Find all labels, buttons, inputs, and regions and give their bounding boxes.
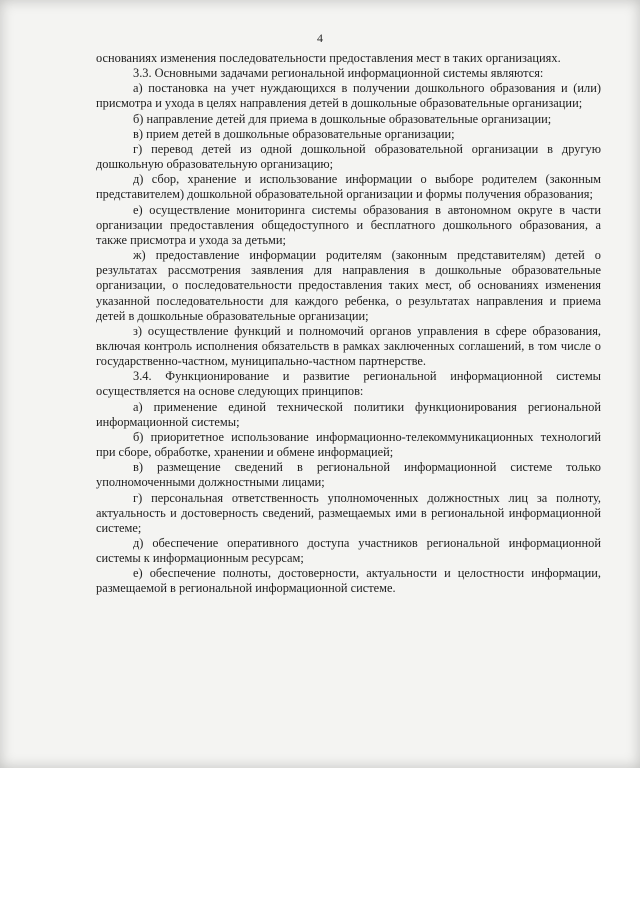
paragraph-task-g: г) перевод детей из одной дошкольной образовательной организации в другую дошкольную образовательную организацию;: [96, 141, 601, 172]
blank-area: [0, 768, 640, 905]
paragraph-section-3-4: 3.4. Функционирование и развитие региональной информационной системы осуществляется на основе следующих принципов:: [96, 369, 601, 399]
page-number: 4: [317, 31, 323, 45]
paragraph-continuation: основаниях изменения последовательности предоставления мест в таких организациях.: [96, 51, 561, 65]
paragraph-principle-g: г) персональная ответственность уполномоченных должностных лиц за полноту, актуальность и достоверность сведений, размещаемых ими в региональной информационной системе;: [96, 490, 601, 535]
paragraph-principle-d: д) обеспечение оперативного доступа участников региональной информационной системы к информационным ресурсам;: [96, 536, 601, 566]
paragraph-principle-b: б) приоритетное использование информационно-телекоммуникационных технологий при сборе, обработке, хранении и обмене информацией;: [96, 429, 601, 460]
paragraph-task-b: б) направление детей для приема в дошкольные образовательные организации;: [133, 111, 552, 126]
paragraph-task-zh: ж) предоставление информации родителям (законным представителям) детей о результатах рассмотрения заявления для направления в дошкольные образовательные организации, о последовательности предоставления таких мест, об основаниях изменения указанной последовательности для каждого ребенка, о результатах направления и приема детей в дошкольные образовательные организации;: [96, 248, 601, 323]
paragraph-task-v: в) прием детей в дошкольные образовательные организации;: [133, 126, 455, 141]
paragraph-section-3-3: 3.3. Основными задачами региональной информационной системы являются:: [133, 66, 544, 81]
paragraph-principle-v: в) размещение сведений в региональной информационной системе только уполномоченными должностными лицами;: [96, 460, 601, 490]
paragraph-principle-a: а) применение единой технической политики функционирования региональной информационной системы;: [96, 399, 601, 429]
paragraph-task-a: а) постановка на учет нуждающихся в получении дошкольного образования и (или) присмотра и ухода в целях направления детей в дошкольные образовательные организации;: [96, 81, 601, 111]
paragraph-principle-e: е) обеспечение полноты, достоверности, актуальности и целостности информации, размещаемой в региональной информационной системе.: [96, 566, 601, 596]
paragraph-task-z: з) осуществление функций и полномочий органов управления в сфере образования, включая контроль исполнения обязательств в рамках заключенных соглашений, в том числе о государственно-частном, муниципально-частном партнерстве.: [96, 323, 601, 369]
paragraph-task-d: д) сбор, хранение и использование информации о выборе родителем (законным представителем) дошкольной образовательной организации и формы получения образования;: [96, 172, 601, 202]
paragraph-task-e: е) осуществление мониторинга системы образования в автономном округе в части организации предоставления общедоступного и бесплатного дошкольного образования, а также присмотра и ухода за детьми;: [96, 202, 601, 247]
page-body: [96, 51, 601, 597]
